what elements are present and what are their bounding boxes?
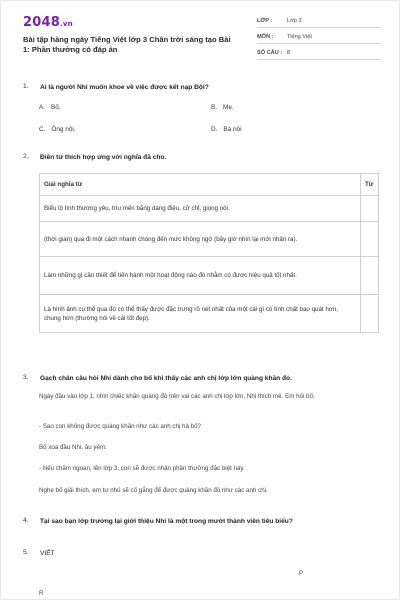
passage-paragraph: - Nếu chăm ngoan, lên lớp 3, con sẽ được nhận phần thưởng đặc biệt này. xyxy=(39,465,245,472)
meta-key: LỚP : xyxy=(257,18,273,24)
option-letter: A. xyxy=(39,104,46,111)
logo-main: 2048 xyxy=(23,15,60,30)
meta-value: Lớp 3 xyxy=(287,18,302,24)
option-a[interactable] xyxy=(39,104,61,111)
option-text: Bà nội xyxy=(223,126,242,133)
question-number: 5. xyxy=(23,549,29,556)
option-text: Ông nội. xyxy=(51,126,76,133)
question-text: VIẾT xyxy=(40,550,55,557)
option-text: Bố. xyxy=(51,104,61,111)
answer-cell[interactable] xyxy=(361,222,379,257)
definition-cell: Biểu lộ tình thương yêu, trìu mến bằng dáng điệu, cử chỉ, giọng nói. xyxy=(40,196,361,222)
option-d[interactable] xyxy=(211,126,242,133)
table-row xyxy=(40,257,379,295)
question-number: 2. xyxy=(23,153,29,160)
table-row xyxy=(40,196,379,222)
text-fragment: P xyxy=(299,570,304,577)
option-letter: B. xyxy=(211,104,218,111)
meta-key: MÔN : xyxy=(257,34,274,40)
option-text: Mẹ. xyxy=(223,104,234,111)
table-header-row xyxy=(40,174,379,196)
table-row xyxy=(40,222,379,257)
definition-cell: (thời gian) qua đi một cách nhanh chóng đến mức không ngờ (bây giờ nhìn lại mới nhận ra). xyxy=(40,222,361,257)
option-letter: D. xyxy=(211,126,218,133)
answer-cell[interactable] xyxy=(361,295,379,333)
definition-table xyxy=(39,173,379,333)
passage-paragraph: Bố xoa đầu Nhi, âu yếm: xyxy=(39,444,107,451)
meta-info xyxy=(257,15,381,63)
document-title: Bài tập hàng ngày Tiếng Việt lớp 3 Chân trời sáng tạo Bài 1: Phần thưởng có đáp án xyxy=(23,35,231,54)
meta-value: Tiếng Việt xyxy=(287,34,312,40)
meta-row-count xyxy=(257,47,381,60)
definition-cell: Là hình ảnh cụ thể qua đó có thể thấy được đặc trưng rõ nét nhất của một cái gì có tính chất bao quát hơn, chung hơn (thường nói về cái tốt đẹp). xyxy=(40,295,361,333)
logo-suffix: .vn xyxy=(59,20,73,28)
text-fragment: R xyxy=(39,590,44,597)
answer-cell[interactable] xyxy=(361,196,379,222)
column-header: Giải nghĩa từ xyxy=(40,174,361,196)
question-number: 4. xyxy=(23,517,29,524)
meta-key: SỐ CÂU : xyxy=(257,50,283,56)
question-number: 1. xyxy=(23,83,29,90)
column-header: Từ xyxy=(361,174,379,196)
header xyxy=(23,15,381,63)
question-text: Gạch chân câu hỏi Nhi dành cho bố khi thấy các anh chị lớp lớn quàng khăn đỏ. xyxy=(40,375,292,382)
site-logo[interactable] xyxy=(23,15,73,30)
question-text: Điền từ thích hợp ứng với nghĩa đã cho. xyxy=(40,154,167,161)
passage-paragraph: - Sao con không được quàng khăn như các anh chị hả bố? xyxy=(39,423,201,430)
option-letter: C. xyxy=(39,126,46,133)
question-number: 3. xyxy=(23,374,29,381)
meta-value: 8 xyxy=(287,50,291,56)
table-row xyxy=(40,295,379,333)
question-text: Tại sao bạn lớp trưởng lại giới thiệu Nhi là một trong mười thành viên tiêu biểu? xyxy=(40,518,293,525)
passage-paragraph: Ngày đầu vào lớp 1, nhìn chiếc khăn quàng đỏ trên vai các anh chị lớp lớn, Nhi thích mê. Em hỏi bố: xyxy=(39,393,315,400)
question-text: Ai là người Nhi muốn khoe về việc được kết nạp Đội? xyxy=(40,84,209,91)
passage-paragraph: Nghe bố giải thích, em tự nhủ sẽ cố gắng để được quàng khăn đỏ như các anh chị. xyxy=(39,487,268,494)
meta-row-grade xyxy=(257,15,381,28)
meta-row-subject xyxy=(257,31,381,44)
option-b[interactable] xyxy=(211,104,234,111)
definition-cell: Làm những gì cần thiết để tiến hành một hoạt động nào đó nhằm có được hiệu quả tốt nhất. xyxy=(40,257,361,295)
answer-cell[interactable] xyxy=(361,257,379,295)
option-c[interactable] xyxy=(39,126,76,133)
